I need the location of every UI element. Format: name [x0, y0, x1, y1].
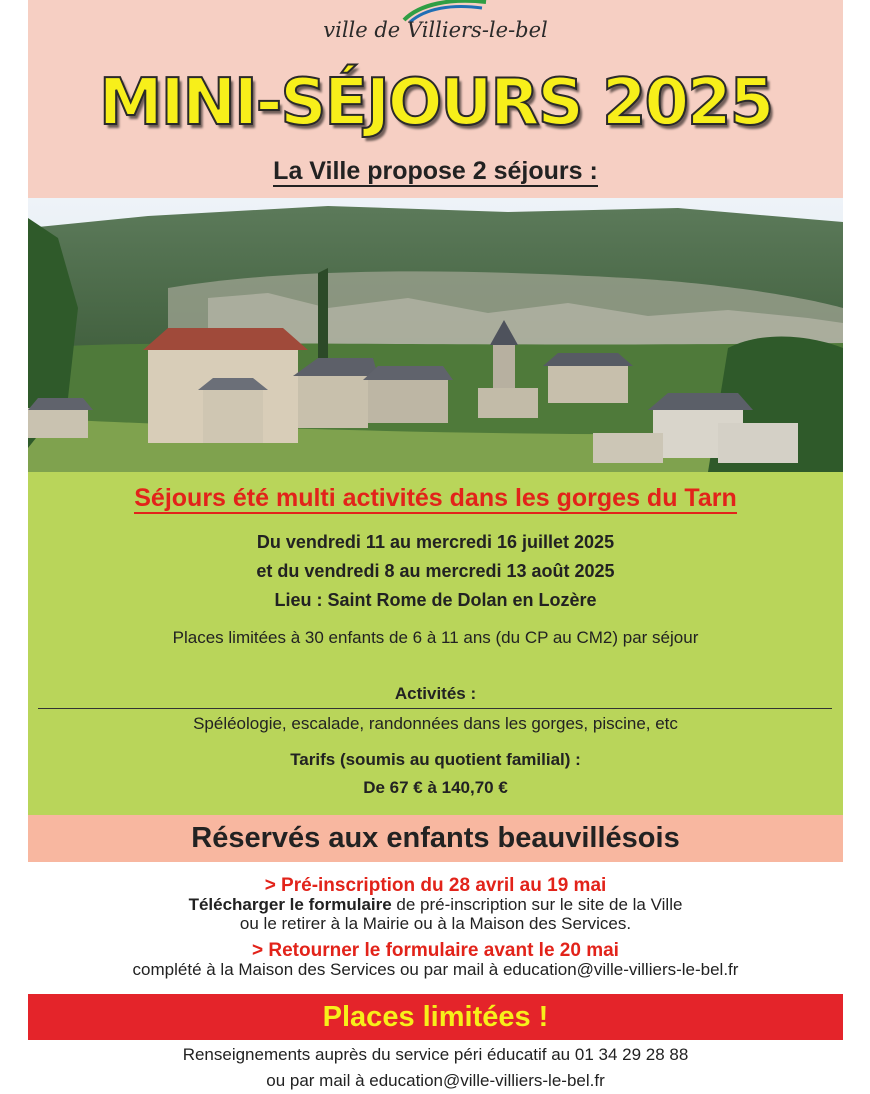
- preinscription-line: > Pré-inscription du 28 avril au 19 mai: [264, 875, 607, 896]
- logo-prefix: ville de: [323, 18, 407, 42]
- return-title: > Retourner le formulaire avant le 20 mai: [252, 940, 619, 961]
- page-title: MINI-SÉJOURS 2025: [98, 66, 773, 140]
- contact-info: [28, 1042, 843, 1094]
- village-landscape-image: [28, 198, 843, 472]
- activities-list: Spéléologie, escalade, randonnées dans les gorges, piscine, etc: [193, 714, 678, 733]
- tarifs-title: Tarifs (soumis au quotient familial) :: [290, 750, 581, 769]
- stay-heading: [28, 484, 843, 513]
- logo: [28, 18, 843, 42]
- date-line-2: et du vendredi 8 au mercredi 13 août 2025: [256, 561, 615, 581]
- flyer: [28, 0, 843, 1088]
- activity-section: [28, 472, 843, 815]
- subtitle: [28, 157, 843, 186]
- return-text: complété à la Maison des Services ou par mail à education@ville-villiers-le-bel.fr: [132, 960, 739, 979]
- limited-places-banner: Places limitées !: [28, 994, 843, 1040]
- registration-info: [28, 876, 843, 979]
- places-text: Places limitées à 30 enfants de 6 à 11 ans (du CP au CM2) par séjour: [172, 628, 699, 647]
- date-line-1: Du vendredi 11 au mercredi 16 juillet 2025: [256, 532, 615, 552]
- divider: [38, 708, 832, 709]
- download-link[interactable]: Télécharger le formulaire: [188, 895, 392, 914]
- location-line: Lieu : Saint Rome de Dolan en Lozère: [274, 590, 597, 610]
- header-band: [28, 0, 843, 198]
- subtitle-text: La Ville propose 2 séjours :: [273, 157, 598, 185]
- tarifs-value: De 67 € à 140,70 €: [363, 778, 508, 797]
- download-line-2: ou le retirer à la Mairie ou à la Maison des Services.: [239, 914, 632, 933]
- reserved-banner: Réservés aux enfants beauvillésois: [28, 815, 843, 862]
- stay-dates: [28, 528, 843, 615]
- contact-email-line[interactable]: ou par mail à education@ville-villiers-le-bel.fr: [266, 1071, 605, 1090]
- contact-phone-line: Renseignements auprès du service péri éducatif au 01 34 29 28 88: [182, 1045, 689, 1064]
- stay-heading-text: Séjours été multi activités dans les gorges du Tarn: [134, 484, 737, 512]
- tarifs: [28, 746, 843, 802]
- download-line: [28, 895, 843, 914]
- logo-name: Villiers-le-bel: [406, 18, 548, 42]
- landscape-photo: [28, 198, 843, 472]
- activities-title: Activités :: [394, 684, 477, 703]
- download-rest: de pré-inscription sur le site de la Ville: [391, 895, 683, 914]
